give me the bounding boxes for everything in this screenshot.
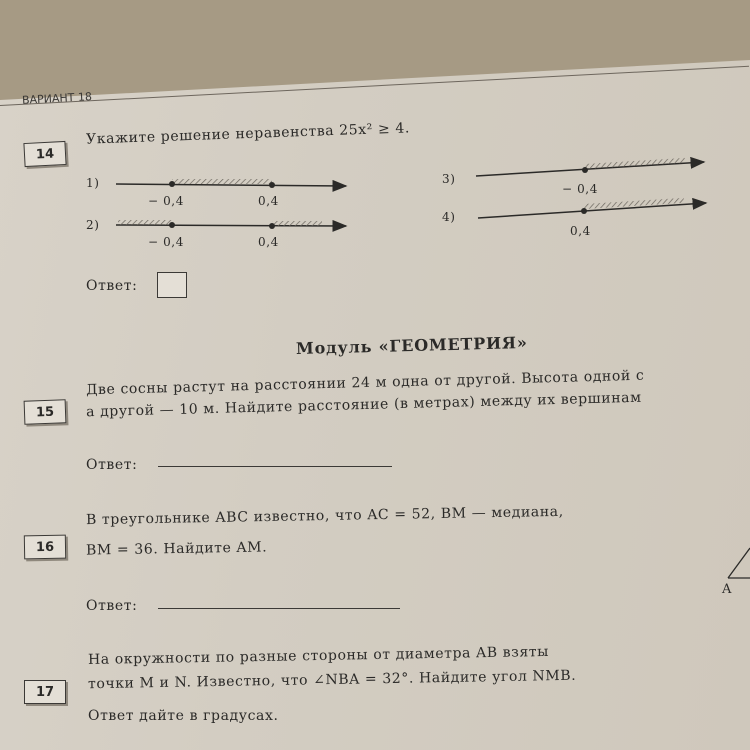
option-1-point-left — [169, 181, 175, 187]
task-14-question: Укажите решение неравенства 25x² ≥ 4. — [85, 120, 411, 148]
option-3-label: 3) — [442, 172, 456, 186]
option-4-point-value: 0,4 — [570, 224, 591, 238]
task-14-answer-box[interactable] — [157, 272, 187, 298]
option-2-point-right — [269, 223, 275, 229]
option-4-label: 4) — [442, 210, 456, 224]
task-16-answer-line[interactable] — [158, 608, 400, 609]
option-2-number-line — [116, 220, 346, 229]
option-2-left-value: − 0,4 — [148, 235, 184, 249]
task-16-answer-label: Ответ: — [86, 598, 138, 614]
task-16-number: 16 — [24, 535, 66, 560]
task-16-figure-label-a: A — [722, 582, 732, 597]
option-3-number-line — [476, 158, 704, 176]
option-2-point-left — [169, 222, 175, 228]
task-16-line-2: BM = 36. Найдите AM. — [85, 539, 268, 559]
option-1-label: 1) — [86, 176, 100, 190]
variant-header: ВАРИАНТ 18 — [21, 90, 93, 107]
task-15-line-2: а другой — 10 м. Найдите расстояние (в метрах) между их вершинам — [85, 389, 642, 421]
option-1-point-right — [269, 182, 275, 188]
task-15-answer-line[interactable] — [158, 466, 392, 467]
option-2-label: 2) — [86, 218, 100, 232]
task-17-line-2: точки M и N. Известно, что ∠NBA = 32°. Найдите угол NMB. — [87, 667, 577, 693]
option-1-number-line — [116, 179, 346, 188]
option-2-right-value: 0,4 — [258, 235, 279, 249]
task-16-line-1: В треугольнике ABC известно, что AC = 52, BM — медиана, — [85, 503, 564, 529]
option-4-point — [581, 208, 587, 214]
task-15-line-1: Две сосны растут на расстоянии 24 м одна от другой. Высота одной с — [85, 367, 645, 399]
option-3-point-value: − 0,4 — [562, 182, 598, 196]
task-14-number: 14 — [23, 141, 66, 167]
option-1-left-value: − 0,4 — [148, 194, 184, 208]
task-14-answer-label: Ответ: — [86, 278, 138, 294]
task-15-number: 15 — [24, 399, 67, 424]
option-3-point — [582, 167, 588, 173]
task-15-answer-label: Ответ: — [86, 457, 138, 473]
task-17-number: 17 — [24, 680, 66, 704]
task-17-line-1: На окружности по разные стороны от диаметра AB взяты — [87, 643, 550, 669]
task-16-figure-fragment — [728, 548, 750, 578]
module-title: Модуль «ГЕОМЕТРИЯ» — [295, 332, 528, 359]
option-4-number-line — [478, 198, 706, 218]
task-17-line-3: Ответ дайте в градусах. — [88, 708, 279, 724]
option-1-right-value: 0,4 — [258, 194, 279, 208]
